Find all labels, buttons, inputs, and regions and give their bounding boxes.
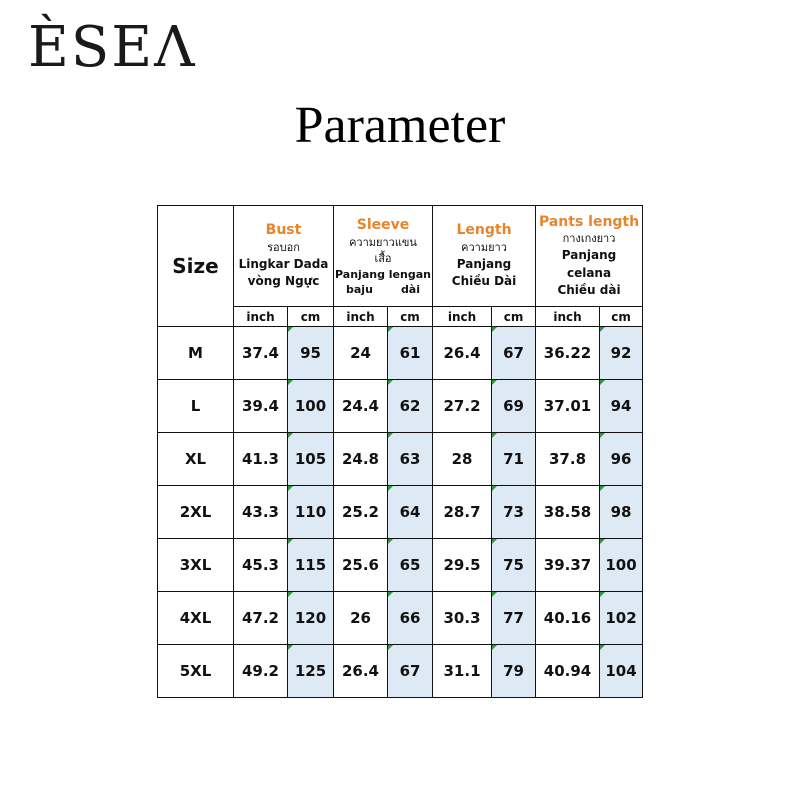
size-cell: M — [158, 327, 234, 380]
inch-value-cell: 40.94 — [536, 645, 600, 698]
header-sleeve-split-right: dài — [400, 282, 421, 296]
inch-value-cell: 37.4 — [234, 327, 288, 380]
size-chart-table — [157, 205, 643, 698]
size-cell: 5XL — [158, 645, 234, 698]
header-bust-malay: Lingkar Dada — [238, 257, 329, 272]
table-row — [158, 645, 643, 698]
cm-value-cell: 102 — [600, 592, 643, 645]
cm-value-cell: 69 — [492, 380, 536, 433]
cm-value-cell: 66 — [388, 592, 433, 645]
inch-value-cell: 39.4 — [234, 380, 288, 433]
inch-value-cell: 30.3 — [433, 592, 492, 645]
inch-value-cell: 31.1 — [433, 645, 492, 698]
header-bust-viet: vòng Ngực — [247, 274, 320, 289]
table-body — [158, 327, 643, 698]
header-length-thai: ความยาว — [461, 241, 507, 255]
header-sleeve-thai-2: เสื้อ — [374, 251, 392, 265]
unit-cell: inch — [536, 307, 600, 327]
inch-value-cell: 24.8 — [334, 433, 388, 486]
cm-value-cell: 115 — [288, 539, 334, 592]
inch-value-cell: 24.4 — [334, 380, 388, 433]
size-header: Size — [158, 206, 234, 327]
page-title: Parameter — [294, 97, 506, 154]
header-row — [158, 206, 643, 307]
size-cell: 2XL — [158, 486, 234, 539]
cm-value-cell: 77 — [492, 592, 536, 645]
header-length-title: Length — [456, 222, 512, 239]
header-pants-thai: กางเกงยาว — [562, 232, 616, 246]
header-pants-viet: Chiều dài — [557, 283, 621, 298]
cm-value-cell: 61 — [388, 327, 433, 380]
unit-cell: inch — [334, 307, 388, 327]
size-cell: XL — [158, 433, 234, 486]
inch-value-cell: 49.2 — [234, 645, 288, 698]
header-sleeve-split-left: baju — [346, 282, 373, 296]
size-cell: L — [158, 380, 234, 433]
cm-value-cell: 120 — [288, 592, 334, 645]
cm-value-cell: 104 — [600, 645, 643, 698]
table-row — [158, 433, 643, 486]
inch-value-cell: 36.22 — [536, 327, 600, 380]
cm-value-cell: 64 — [388, 486, 433, 539]
header-length — [433, 206, 536, 307]
cm-value-cell: 100 — [288, 380, 334, 433]
header-pants-malay-1: Panjang — [561, 248, 617, 263]
inch-value-cell: 27.2 — [433, 380, 492, 433]
inch-value-cell: 41.3 — [234, 433, 288, 486]
header-length-malay: Panjang — [456, 257, 512, 272]
inch-value-cell: 45.3 — [234, 539, 288, 592]
header-sleeve-split — [334, 283, 432, 296]
inch-value-cell: 26.4 — [334, 645, 388, 698]
header-bust — [234, 206, 334, 307]
inch-value-cell: 28 — [433, 433, 492, 486]
inch-value-cell: 43.3 — [234, 486, 288, 539]
cm-value-cell: 79 — [492, 645, 536, 698]
cm-value-cell: 71 — [492, 433, 536, 486]
unit-cell: cm — [600, 307, 643, 327]
cm-value-cell: 62 — [388, 380, 433, 433]
header-sleeve-title: Sleeve — [356, 217, 410, 234]
cm-value-cell: 67 — [388, 645, 433, 698]
inch-value-cell: 25.6 — [334, 539, 388, 592]
inch-value-cell: 47.2 — [234, 592, 288, 645]
brand-logo: ÈSEΛ — [28, 15, 197, 80]
cm-value-cell: 65 — [388, 539, 433, 592]
header-length-viet: Chiều Dài — [451, 274, 517, 289]
cm-value-cell: 95 — [288, 327, 334, 380]
inch-value-cell: 37.8 — [536, 433, 600, 486]
unit-cell: inch — [234, 307, 288, 327]
header-sleeve-thai-1: ความยาวแขน — [349, 236, 417, 250]
cm-value-cell: 110 — [288, 486, 334, 539]
inch-value-cell: 24 — [334, 327, 388, 380]
unit-cell: inch — [433, 307, 492, 327]
cm-value-cell: 105 — [288, 433, 334, 486]
header-bust-thai: รอบอก — [267, 241, 300, 255]
size-cell: 4XL — [158, 592, 234, 645]
inch-value-cell: 28.7 — [433, 486, 492, 539]
table-row — [158, 380, 643, 433]
cm-value-cell: 92 — [600, 327, 643, 380]
header-pants-malay-2: celana — [566, 265, 612, 280]
inch-value-cell: 39.37 — [536, 539, 600, 592]
cm-value-cell: 125 — [288, 645, 334, 698]
header-pants-length — [536, 206, 643, 307]
inch-value-cell: 25.2 — [334, 486, 388, 539]
unit-cell: cm — [492, 307, 536, 327]
size-cell: 3XL — [158, 539, 234, 592]
header-bust-title: Bust — [265, 222, 302, 239]
unit-cell: cm — [388, 307, 433, 327]
inch-value-cell: 37.01 — [536, 380, 600, 433]
inch-value-cell: 40.16 — [536, 592, 600, 645]
table-row — [158, 486, 643, 539]
cm-value-cell: 100 — [600, 539, 643, 592]
inch-value-cell: 29.5 — [433, 539, 492, 592]
table-row — [158, 327, 643, 380]
cm-value-cell: 96 — [600, 433, 643, 486]
unit-cell: cm — [288, 307, 334, 327]
table-row — [158, 592, 643, 645]
cm-value-cell: 75 — [492, 539, 536, 592]
cm-value-cell: 98 — [600, 486, 643, 539]
inch-value-cell: 26 — [334, 592, 388, 645]
header-sleeve — [334, 206, 433, 307]
cm-value-cell: 67 — [492, 327, 536, 380]
inch-value-cell: 26.4 — [433, 327, 492, 380]
inch-value-cell: 38.58 — [536, 486, 600, 539]
table-row — [158, 539, 643, 592]
cm-value-cell: 63 — [388, 433, 433, 486]
cm-value-cell: 94 — [600, 380, 643, 433]
header-pants-title: Pants length — [538, 213, 640, 230]
header-sleeve-malay: Panjang lengan — [335, 267, 431, 281]
cm-value-cell: 73 — [492, 486, 536, 539]
